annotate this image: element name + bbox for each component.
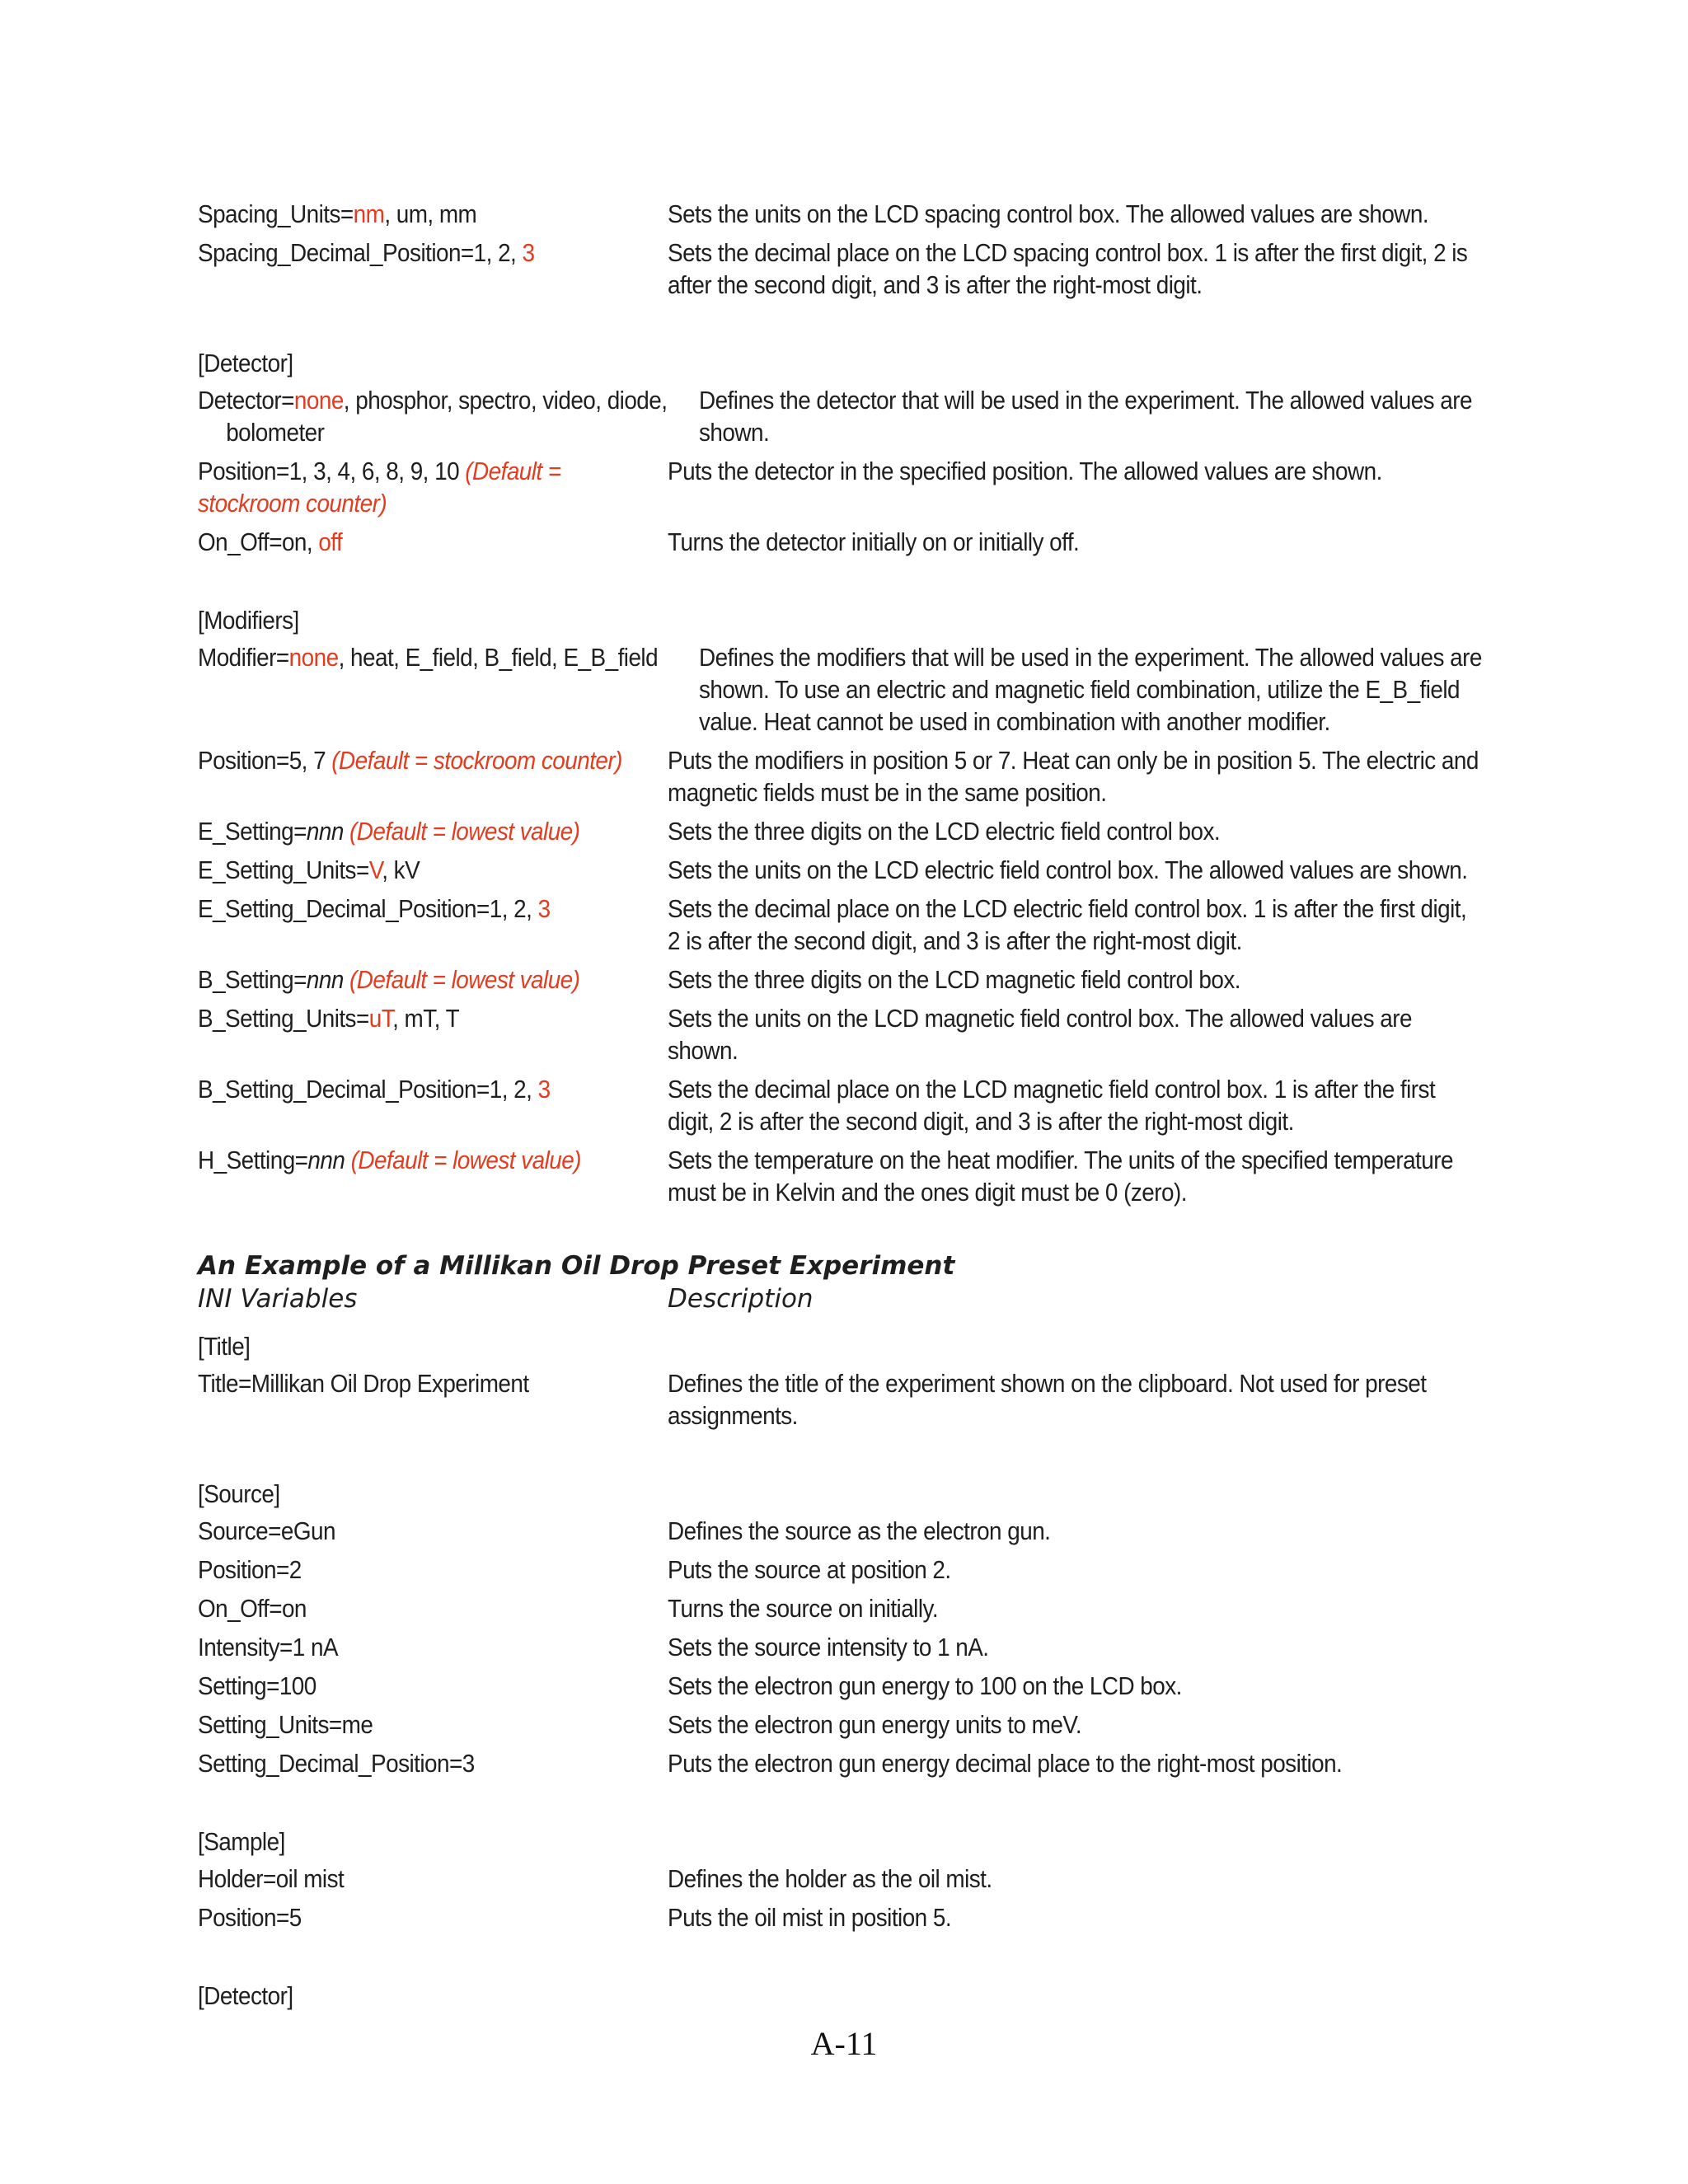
ini-variable bbox=[198, 854, 668, 886]
column-headers bbox=[198, 1282, 1484, 1315]
ini-variable-segment: Modifier= bbox=[198, 643, 289, 672]
ini-variable-segment: E_Setting_Units= bbox=[198, 855, 369, 884]
description-text: Defines the title of the experiment shown on the clipboard. Not used for preset assignments. bbox=[668, 1369, 1427, 1430]
description-text: Sets the units on the LCD spacing control box. The allowed values are shown. bbox=[668, 199, 1429, 228]
ini-variable-segment: E_Setting= bbox=[198, 817, 307, 846]
description-text: Turns the source on initially. bbox=[668, 1594, 939, 1623]
ini-variable bbox=[198, 1863, 668, 1895]
section-head-detector: [Detector] bbox=[198, 349, 293, 377]
ini-variable-segment: , phosphor, spectro, video, diode, bolometer bbox=[226, 386, 668, 447]
rows-detector bbox=[198, 384, 1484, 558]
table-row bbox=[198, 893, 1484, 957]
description-text: Sets the electron gun energy units to meV. bbox=[668, 1710, 1082, 1739]
table-row bbox=[198, 1747, 1484, 1779]
ini-variable-segment: Detector= bbox=[198, 386, 294, 415]
description-text: Defines the modifiers that will be used in the experiment. The allowed values are shown. To use an electric and magnetic field combination, utilize the E_B_field value. Heat cannot be used in combination with another modifier. bbox=[699, 643, 1482, 736]
ini-variable bbox=[198, 1631, 668, 1663]
section-head-title: [Title] bbox=[198, 1332, 251, 1361]
ini-variable-segment: Source=eGun bbox=[198, 1516, 336, 1545]
description-text: Sets the temperature on the heat modifier. The units of the specified temperature must be in Kelvin and the ones digit must be 0 (zero). bbox=[668, 1146, 1453, 1207]
description-text: Puts the source at position 2. bbox=[668, 1555, 951, 1584]
section-head-source: [Source] bbox=[198, 1479, 280, 1508]
table-row bbox=[198, 1002, 1484, 1066]
ini-variable-segment: Spacing_Units= bbox=[198, 199, 354, 228]
description-text: Sets the electron gun energy to 100 on the LCD box. bbox=[668, 1671, 1182, 1700]
section-head-modifiers: [Modifiers] bbox=[198, 606, 299, 635]
ini-variable-segment: , um, mm bbox=[384, 199, 477, 228]
description bbox=[668, 1670, 1484, 1702]
ini-variable bbox=[198, 455, 668, 519]
ini-variable bbox=[198, 1144, 668, 1176]
description bbox=[699, 384, 1515, 448]
description-text: Sets the decimal place on the LCD spacing control box. 1 is after the first digit, 2 is after the second digit, and 3 is after the right-most digit. bbox=[668, 238, 1468, 299]
ini-variable-segment: (Default = lowest value) bbox=[349, 817, 580, 846]
ini-variable bbox=[198, 384, 696, 448]
ini-variable-segment: , mT, T bbox=[392, 1004, 460, 1033]
ini-variable-segment: nnn bbox=[307, 1146, 345, 1174]
table-row bbox=[198, 1073, 1484, 1137]
ini-variable-segment: H_Setting= bbox=[198, 1146, 308, 1174]
ini-variable bbox=[198, 1592, 668, 1624]
description bbox=[668, 1554, 1484, 1586]
table-row bbox=[198, 815, 1484, 847]
description bbox=[668, 893, 1484, 957]
ini-variable-segment: off bbox=[318, 527, 343, 556]
ini-variable bbox=[198, 893, 668, 925]
ini-variable bbox=[198, 1708, 668, 1741]
description-text: Puts the detector in the specified position. The allowed values are shown. bbox=[668, 457, 1382, 485]
ini-variable-segment bbox=[344, 817, 349, 846]
description bbox=[668, 963, 1484, 996]
description-text: Puts the electron gun energy decimal place to the right-most position. bbox=[668, 1749, 1343, 1778]
description bbox=[668, 237, 1484, 301]
description bbox=[668, 854, 1484, 886]
ini-variable-segment: (Default = stockroom counter) bbox=[331, 746, 622, 775]
ini-variable-segment: Setting_Decimal_Position=3 bbox=[198, 1749, 475, 1778]
ini-variable-segment: (Default = stockroom counter) bbox=[198, 457, 561, 518]
ini-variable-segment: B_Setting_Units= bbox=[198, 1004, 369, 1033]
ini-variable bbox=[198, 1901, 668, 1933]
table-row bbox=[198, 1592, 1484, 1624]
ini-variable-segment: (Default = lowest value) bbox=[349, 965, 580, 994]
example-title: An Example of a Millikan Oil Drop Preset Experiment bbox=[198, 1251, 955, 1281]
description bbox=[668, 1515, 1484, 1547]
document-body bbox=[198, 198, 1484, 2017]
table-row bbox=[198, 526, 1484, 558]
description bbox=[668, 1901, 1484, 1933]
description bbox=[668, 455, 1484, 487]
ini-variable-segment: On_Off=on, bbox=[198, 527, 319, 556]
ini-variable bbox=[198, 1747, 668, 1779]
table-row bbox=[198, 1670, 1484, 1702]
rows-source bbox=[198, 1515, 1484, 1779]
table-row bbox=[198, 1901, 1484, 1933]
table-row bbox=[198, 198, 1484, 230]
section-head-detector-2: [Detector] bbox=[198, 1981, 293, 2010]
table-row bbox=[198, 455, 1484, 519]
ini-variable-segment: Holder=oil mist bbox=[198, 1864, 345, 1893]
ini-variable bbox=[198, 198, 668, 230]
table-row bbox=[198, 237, 1484, 301]
description bbox=[668, 198, 1484, 230]
description bbox=[668, 744, 1484, 808]
table-row bbox=[198, 1631, 1484, 1663]
ini-variable bbox=[198, 1554, 668, 1586]
description bbox=[668, 1144, 1484, 1208]
ini-variable-segment: Position=1, 3, 4, 6, 8, 9, 10 bbox=[198, 457, 466, 485]
ini-variable bbox=[198, 963, 668, 996]
description bbox=[668, 1073, 1484, 1137]
description bbox=[668, 1367, 1484, 1432]
description-text: Turns the detector initially on or initially off. bbox=[668, 527, 1080, 556]
description-text: Sets the three digits on the LCD electric field control box. bbox=[668, 817, 1221, 846]
description-text: Puts the oil mist in position 5. bbox=[668, 1903, 952, 1932]
description-text: Defines the holder as the oil mist. bbox=[668, 1864, 992, 1893]
ini-variable-segment bbox=[344, 965, 349, 994]
ini-variable-segment: 3 bbox=[537, 894, 551, 923]
description bbox=[668, 1747, 1484, 1779]
ini-variable-segment: nnn bbox=[306, 965, 344, 994]
ini-variable-segment: Position=5 bbox=[198, 1903, 302, 1932]
ini-variable-segment: V bbox=[368, 855, 382, 884]
description bbox=[668, 526, 1484, 558]
description-text: Defines the detector that will be used in the experiment. The allowed values are shown. bbox=[699, 386, 1473, 447]
description-text: Sets the units on the LCD electric field control box. The allowed values are shown. bbox=[668, 855, 1468, 884]
column-header-description: Description bbox=[668, 1284, 814, 1314]
table-row bbox=[198, 1554, 1484, 1586]
table-row bbox=[198, 744, 1484, 808]
description-text: Sets the units on the LCD magnetic field control box. The allowed values are shown. bbox=[668, 1004, 1412, 1065]
column-header-ini-variables: INI Variables bbox=[198, 1284, 358, 1314]
table-row bbox=[198, 1367, 1484, 1432]
description bbox=[668, 1002, 1484, 1066]
ini-variable bbox=[198, 815, 668, 847]
rows-spacing bbox=[198, 198, 1484, 301]
ini-variable bbox=[198, 1002, 668, 1034]
table-row bbox=[198, 1515, 1484, 1547]
table-row bbox=[198, 1863, 1484, 1895]
ini-variable-segment: B_Setting= bbox=[198, 965, 307, 994]
ini-variable bbox=[198, 744, 668, 776]
description bbox=[668, 815, 1484, 847]
ini-variable-segment: Spacing_Decimal_Position=1, 2, bbox=[198, 238, 523, 267]
ini-variable-segment: 3 bbox=[537, 1075, 551, 1104]
ini-variable bbox=[198, 1515, 668, 1547]
description-text: Puts the modifiers in position 5 or 7. Heat can only be in position 5. The electric and magnetic fields must be in the same position. bbox=[668, 746, 1479, 807]
ini-variable-segment: On_Off=on bbox=[198, 1594, 307, 1623]
ini-variable-segment: none bbox=[293, 386, 344, 415]
table-row bbox=[198, 384, 1484, 448]
description-text: Sets the decimal place on the LCD magnetic field control box. 1 is after the first digit, 2 is after the second digit, and 3 is after the right-most digit. bbox=[668, 1075, 1436, 1136]
ini-variable-segment: uT bbox=[368, 1004, 393, 1033]
ini-variable-segment: nm bbox=[353, 199, 385, 228]
page-number: A-11 bbox=[810, 2025, 878, 2062]
ini-variable-segment: none bbox=[288, 643, 339, 672]
ini-variable-segment: Setting_Units=me bbox=[198, 1710, 373, 1739]
ini-variable-segment: Intensity=1 nA bbox=[198, 1633, 339, 1661]
table-row bbox=[198, 1708, 1484, 1741]
description bbox=[668, 1863, 1484, 1895]
ini-variable-segment: Position=5, 7 bbox=[198, 746, 332, 775]
table-row bbox=[198, 963, 1484, 996]
ini-variable-segment: Title=Millikan Oil Drop Experiment bbox=[198, 1369, 529, 1398]
description-text: Sets the decimal place on the LCD electric field control box. 1 is after the first digit, 2 is after the second digit, and 3 is after the right-most digit. bbox=[668, 894, 1467, 955]
ini-variable bbox=[198, 641, 696, 673]
description bbox=[699, 641, 1515, 738]
section-head-sample: [Sample] bbox=[198, 1827, 285, 1856]
ini-variable-segment: E_Setting_Decimal_Position=1, 2, bbox=[198, 894, 538, 923]
ini-variable-segment: (Default = lowest value) bbox=[350, 1146, 581, 1174]
ini-variable bbox=[198, 1367, 668, 1399]
ini-variable-segment: nnn bbox=[306, 817, 344, 846]
ini-variable bbox=[198, 1073, 668, 1105]
table-row bbox=[198, 1144, 1484, 1208]
rows-sample bbox=[198, 1863, 1484, 1933]
description bbox=[668, 1708, 1484, 1741]
description bbox=[668, 1631, 1484, 1663]
ini-variable bbox=[198, 1670, 668, 1702]
ini-variable-segment: , kV bbox=[382, 855, 420, 884]
table-row bbox=[198, 641, 1484, 738]
ini-variable-segment: B_Setting_Decimal_Position=1, 2, bbox=[198, 1075, 538, 1104]
ini-variable-segment: , heat, E_field, B_field, E_B_field bbox=[338, 643, 659, 672]
rows-modifiers bbox=[198, 641, 1484, 1208]
ini-variable bbox=[198, 526, 668, 558]
description bbox=[668, 1592, 1484, 1624]
ini-variable-segment: 3 bbox=[522, 238, 535, 267]
ini-variable-segment: Setting=100 bbox=[198, 1671, 316, 1700]
description-text: Defines the source as the electron gun. bbox=[668, 1516, 1051, 1545]
description-text: Sets the three digits on the LCD magnetic field control box. bbox=[668, 965, 1240, 994]
description-text: Sets the source intensity to 1 nA. bbox=[668, 1633, 989, 1661]
rows-title bbox=[198, 1367, 1484, 1432]
table-row bbox=[198, 854, 1484, 886]
ini-variable bbox=[198, 237, 668, 269]
ini-variable-segment: Position=2 bbox=[198, 1555, 302, 1584]
